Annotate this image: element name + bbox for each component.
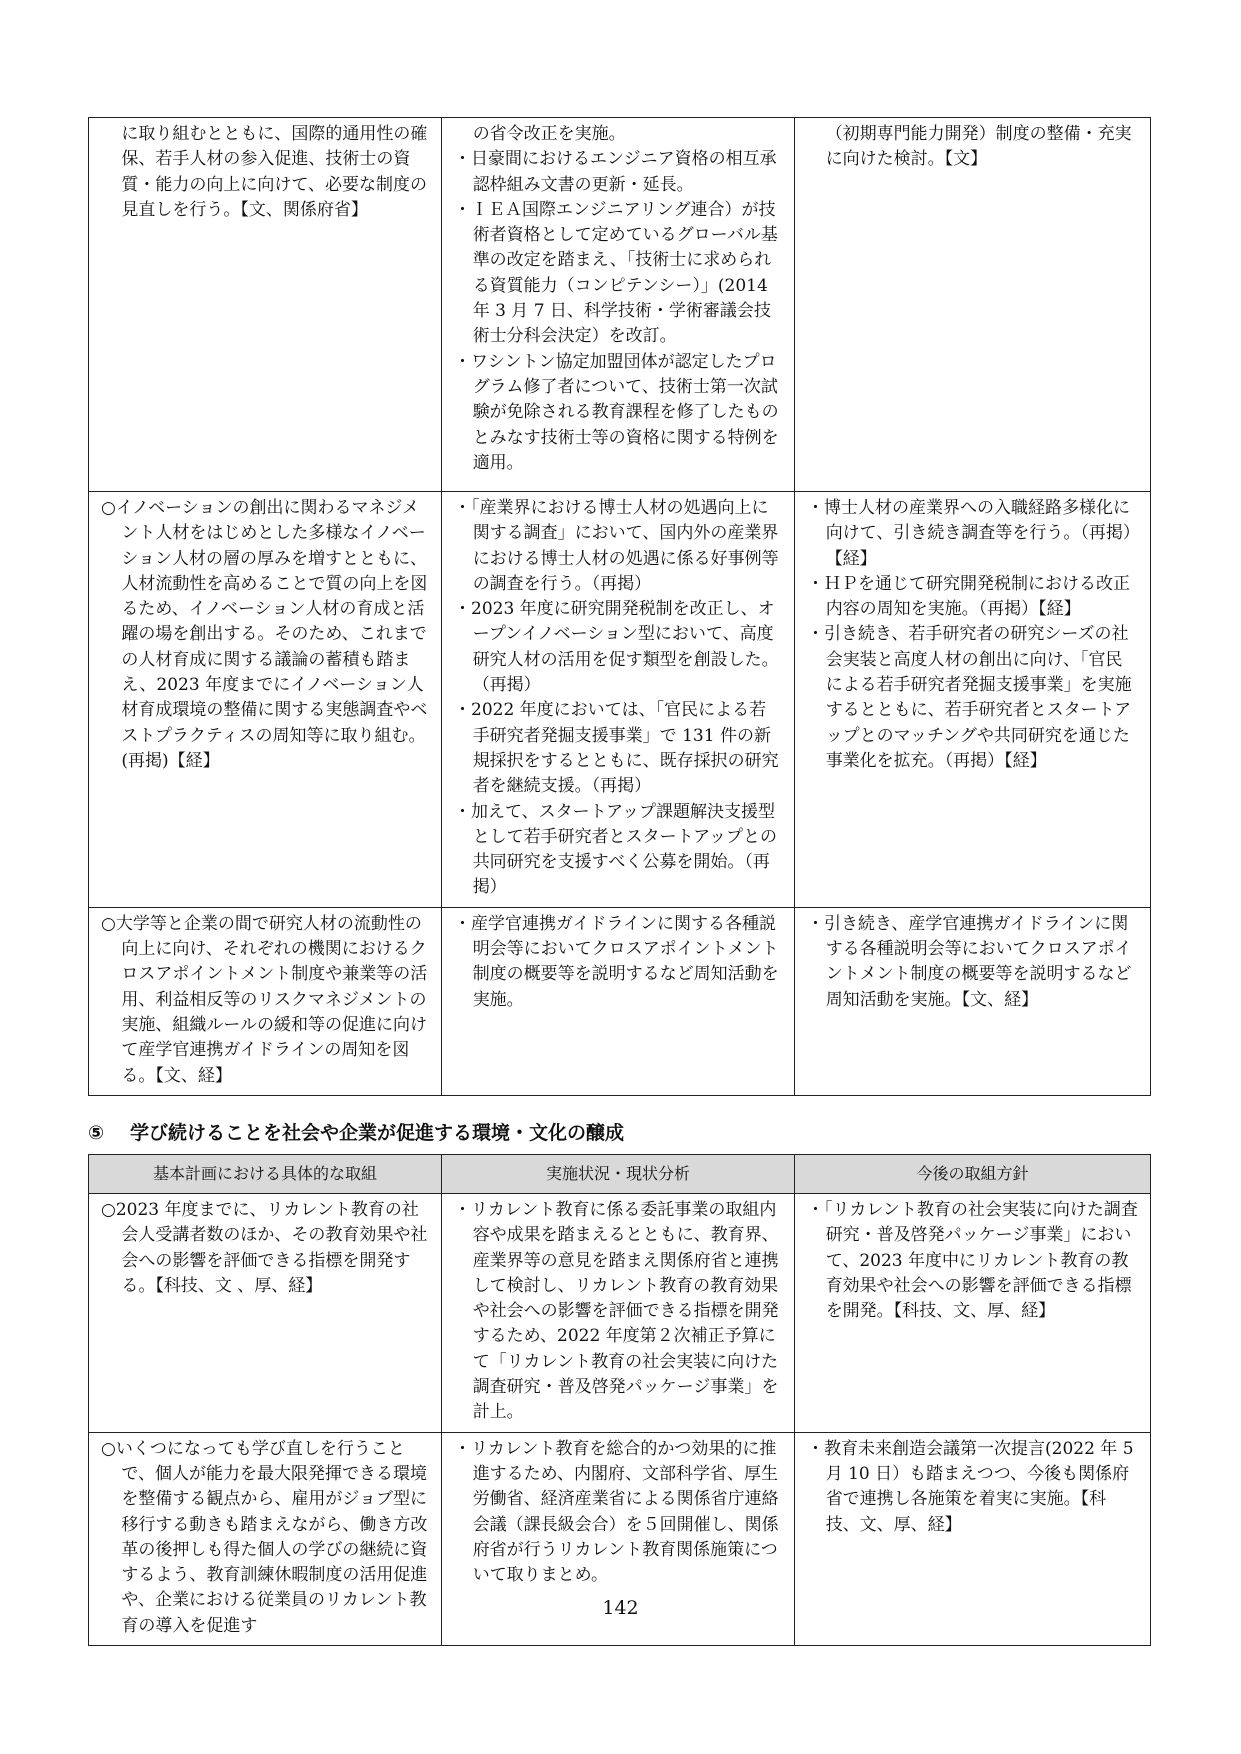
list-item: ・「産業界における博士人材の処遇向上に関する調査」において、国内外の産業界における博士人材の処遇に係る好事例等の調査を行う。（再掲）	[454, 498, 779, 594]
policy-cell	[795, 1194, 1151, 1433]
policy-cell	[795, 492, 1151, 908]
list-item: ・リカレント教育を総合的かつ効果的に推進するため、内閣府、文部科学省、厚生労働省、経済産業省による関係省庁連絡会議（課長級会合）を５回開催し、関係府省が行うリカレント教育関係施策について取りまとめ。	[454, 1438, 779, 1586]
list-item: ・リカレント教育に係る委託事業の取組内容や成果を踏まえるとともに、教育界、産業界等の意見を踏まえ関係府省と連携して検討し、リカレント教育の教育効果や社会への影響を評価できる指標を開発するため、2022 年度第２次補正予算にて「リカレント教育の社会実装に向けた調査研究・普及啓発パッケージ事業」を計上。	[454, 1200, 779, 1423]
measures-table-continued	[88, 117, 1151, 1096]
policy-cell	[795, 907, 1151, 1095]
policy-list	[807, 912, 1138, 1013]
list-item: ・2023 年度に研究開発税制を改正し、オープンイノベーション型において、高度研究人材の活用を促す類型を創設した。（再掲）	[454, 599, 779, 696]
status-list	[454, 912, 782, 1013]
list-item: ・引き続き、若手研究者の研究シーズの社会実装と高度人材の創出に向け、「官民による若手研究者発掘支援事業」を実施するとともに、若手研究者とスタートアップとのマッチングや共同研究を通じた事業化を拡充。（再掲）【経】	[807, 624, 1132, 771]
section-number: ⑤	[88, 1122, 105, 1144]
table-row	[89, 907, 1151, 1095]
table-header-row	[89, 1155, 1151, 1194]
list-item: ・博士人材の産業界への入職経路多様化に向けて、引き続き調査等を行う。（再掲）【経】	[807, 498, 1132, 569]
status-list	[454, 496, 782, 901]
plan-cell	[89, 907, 442, 1095]
list-item: の省令改正を実施。	[472, 124, 626, 144]
list-item: ・引き続き、産学官連携ガイドラインに関する各種説明会等においてクロスアポイントメント制度の概要等を説明するなど周知活動を実施。【文、経】	[807, 913, 1132, 1010]
list-item: ・産学官連携ガイドラインに関する各種説明会等においてクロスアポイントメント制度の概要等を説明するなど周知活動を実施。	[454, 913, 779, 1010]
list-item: ・ＨＰを通じて研究開発税制における改正内容の周知を実施。（再掲）【経】	[807, 573, 1130, 620]
status-cell	[442, 1194, 795, 1433]
table-row	[89, 1194, 1151, 1433]
plan-cell	[89, 1194, 442, 1433]
list-item: ・教育未来創造会議第一次提言(2022 年 5 月 10 日）も踏まえつつ、今後も関係府省で連携し各施策を着実に実施。【科技、文、厚、経】	[807, 1438, 1134, 1535]
policy-list	[807, 496, 1138, 774]
column-header-policy: 今後の取組方針	[795, 1155, 1151, 1194]
plan-text: ○イノベーションの創出に関わるマネジメント人材をはじめとした多様なイノベーション人材の層の厚みを増すとともに、人材流動性を高めることで質の向上を図るため、イノベーション人材の育成と活躍の場を創出する。そのため、これまでの人材育成に関する議論の蓄積も踏まえ、2023 年度までにイノベーション人材育成環境の整備に関する実態調査やベストプラクティスの周知等に取り組む。(再掲)【経】	[101, 498, 428, 771]
section-title: 学び続けることを社会や企業が促進する環境・文化の醸成	[130, 1122, 625, 1144]
table-row	[89, 118, 1151, 492]
policy-list	[807, 1198, 1138, 1324]
list-item: ・ＩＥＡ国際エンジニアリング連合）が技術者資格として定めているグローバル基準の改定を踏まえ、「技術士に求められる資質能力（コンピテンシー）」(2014 年 3 月 7 日、科学技術・学術審議会技術士分科会決定）を改訂。	[454, 199, 778, 347]
status-cell	[442, 118, 795, 492]
list-item: （初期専門能力開発）制度の整備・充実に向けた検討。【文】	[825, 124, 1132, 170]
list-item: ・ワシントン協定加盟団体が認定したプログラム修了者について、技術士第一次試験が免除される教育課程を修了したものとみなす技術士等の資格に関する特例を適用。	[454, 351, 779, 473]
status-cell	[442, 492, 795, 908]
plan-text: に取り組むとともに、国際的通用性の確保、若手人材の参入促進、技術士の資質・能力の向上に向けて、必要な制度の見直しを行う。【文、関係府省】	[121, 124, 428, 220]
table-row	[89, 492, 1151, 908]
list-item: ・加えて、スタートアップ課題解決支援型として若手研究者とスタートアップとの共同研究を支援すべく公募を開始。（再掲）	[454, 801, 777, 898]
plan-cell	[89, 118, 442, 492]
plan-cell	[89, 492, 442, 908]
status-list	[454, 1198, 782, 1426]
list-item: ・「リカレント教育の社会実装に向けた調査研究・普及啓発パッケージ事業」において、2023 年度中にリカレント教育の教育効果や社会への影響を評価できる指標を開発。【科技、文、厚、経】	[807, 1200, 1138, 1322]
plan-text: ○いくつになっても学び直しを行うことで、個人が能力を最大限発揮できる環境を整備する観点から、雇用がジョブ型に移行する動きも踏まえながら、働き方改革の後押しも得た個人の学びの継続に資するよう、教育訓練休暇制度の活用促進や、企業における従業員のリカレント教育の導入を促進す	[101, 1438, 428, 1636]
policy-list	[807, 122, 1138, 173]
policy-cell	[795, 118, 1151, 492]
plan-text: ○2023 年度までに、リカレント教育の社会人受講者数のほか、その教育効果や社会への影響を評価できる指標を開発する。【科技、文 、厚、経】	[101, 1200, 428, 1296]
status-list	[454, 122, 782, 476]
status-cell	[442, 907, 795, 1095]
measures-table	[88, 1154, 1151, 1646]
list-item: ・日豪間におけるエンジニア資格の相互承認枠組み文書の更新・延長。	[454, 149, 777, 195]
plan-text: ○大学等と企業の間で研究人材の流動性の向上に向け、それぞれの機関におけるクロスアポイントメント制度や兼業等の活用、利益相反等のリスクマネジメントの実施、組織ルールの緩和等の促進に向けて産学官連携ガイドラインの周知を図る。【文、経】	[101, 913, 428, 1086]
column-header-status: 実施状況・現状分析	[442, 1155, 795, 1194]
column-header-plan: 基本計画における具体的な取組	[89, 1155, 442, 1194]
page-number: 142	[602, 1597, 639, 1619]
section-heading	[88, 1118, 1150, 1145]
list-item: ・2022 年度においては、「官民による若手研究者発掘支援事業」で 131 件の新規採択をするとともに、既存採択の研究者を継続支援。（再掲）	[454, 700, 779, 797]
status-list	[454, 1437, 782, 1589]
policy-list	[807, 1437, 1138, 1538]
